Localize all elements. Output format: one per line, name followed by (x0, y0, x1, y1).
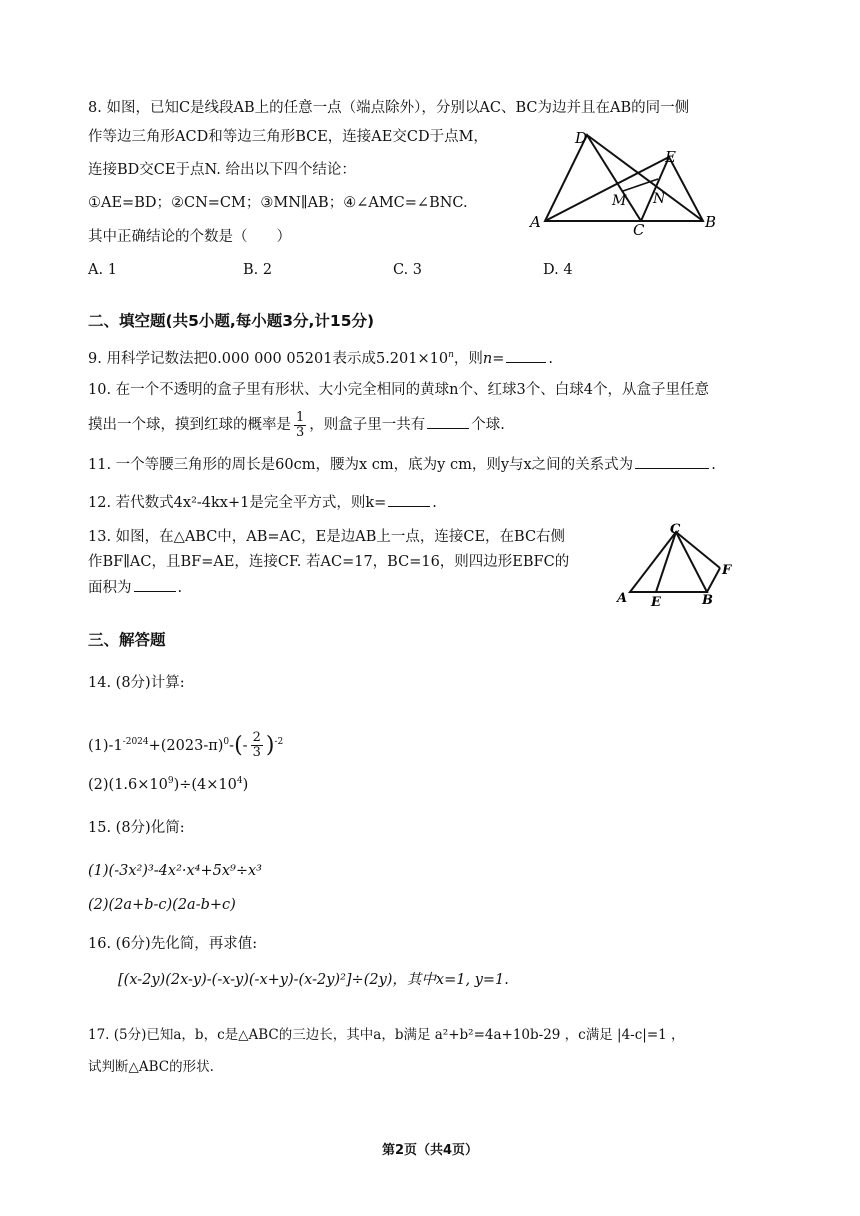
q8-line1: 8. 如图，已知C是线段AB上的任意一点（端点除外），分别以AC、BC为边并且在AB的同一侧 (88, 100, 690, 116)
q10-fraction (294, 411, 306, 440)
q9-exponent: n (448, 350, 454, 360)
q14-fraction (251, 731, 263, 760)
q12 (88, 492, 437, 513)
q16-expression: [(x-2y)(2x-y)-(-x-y)(-x+y)-(x-2y)²]÷(2y)，其中x=1, y=1. (118, 972, 509, 988)
q14-p2-exp1: 9 (167, 776, 174, 786)
q11 (88, 454, 716, 475)
q14-p1-b-exp: 0 (223, 737, 230, 747)
segment-bd (587, 135, 703, 221)
section-3-title: 三、解答题 (88, 631, 166, 649)
segment-ce (656, 532, 676, 592)
label-b: B (702, 593, 713, 608)
q14-frac-num: 2 (252, 730, 261, 746)
q8-line2: 作等边三角形ACD和等边三角形BCE，连接AE交CD于点M， (88, 129, 488, 145)
q8-line4: ①AE=BD；②CN=CM；③MN∥AB；④∠AMC=∠BNC. (88, 195, 468, 211)
q11-answer-blank[interactable] (635, 454, 709, 469)
q10-line2 (88, 407, 505, 443)
q15-part1: (1)(-3x²)³-4x²·x⁴+5x⁹÷x³ (88, 863, 262, 879)
q8-option-b: B. 2 (243, 262, 273, 278)
q14-p2-exp2: 4 (236, 776, 243, 786)
q13-end: . (177, 580, 183, 596)
q13-text: 面积为 (88, 580, 132, 596)
q13-line3 (88, 577, 182, 598)
q14-head: 14. (8分)计算: (88, 675, 185, 691)
q13-line1: 13. 如图，在△ABC中，AB=AC，E是边AB上一点，连接CE，在BC右侧 (88, 529, 566, 545)
q13-answer-blank[interactable] (134, 577, 176, 592)
q9 (88, 345, 553, 369)
q10-text2: ，则盒子里一共有 (309, 417, 426, 433)
q8-option-a: A. 1 (88, 262, 117, 278)
q14-paren-open: ( (234, 732, 243, 758)
label-m: M (612, 193, 627, 209)
q14-p1-a: -1 (108, 737, 123, 754)
q14-part2 (88, 771, 248, 795)
label-a: A (530, 213, 541, 231)
q10-end: 个球. (471, 417, 505, 433)
q8-figure (525, 125, 725, 237)
q12-answer-blank[interactable] (388, 492, 430, 507)
page-footer: 第2页（共4页） (381, 1143, 479, 1158)
label-c: C (633, 221, 645, 237)
q12-text: 12. 若代数式4x²-4kx+1是完全平方式，则k= (88, 495, 387, 511)
q14-p1-label: (1) (88, 737, 109, 754)
q15-head: 15. (8分)化简: (88, 820, 185, 836)
q11-text: 11. 一个等腰三角形的周长是60cm，腰为x cm，底为y cm，则y与x之间的关系式为 (88, 457, 634, 473)
label-f: F (722, 563, 732, 578)
q12-end: . (432, 495, 437, 511)
label-a: A (617, 591, 628, 606)
q14-part1: $(1)-1^{-2024}+(2023-\pi)^0-(-$ $\frac{2}{3}$ )$^{-2}$ (88, 730, 284, 761)
q9-end: . (548, 350, 553, 367)
q8-line5: 其中正确结论的个数是（ ） (88, 229, 291, 245)
q9-then: ，则 (453, 350, 483, 367)
q8-option-c: C. 3 (393, 262, 423, 278)
q9-answer-blank[interactable] (506, 348, 546, 363)
q14-p1-a-exp: -2024 (122, 737, 149, 747)
section-2-title: 二、填空题(共5小题,每小题3分,计15分) (88, 312, 375, 330)
q10-frac-den: 3 (296, 424, 305, 440)
q14-p2-mid: )÷(4×10 (173, 776, 237, 793)
q14-p1-c: - (229, 737, 235, 754)
q9-text: 9. 用科学记数法把0.000 000 05201表示成5.201×10 (88, 350, 449, 367)
q14-p2-a: (2)(1.6×10 (88, 776, 168, 793)
q17-line2: 试判断△ABC的形状. (88, 1059, 214, 1075)
q10-frac-num: 1 (296, 409, 305, 425)
q14-frac-den: 3 (252, 745, 261, 761)
q13-line2: 作BF∥AC，且BF=AE，连接CF. 若AC=17，BC=16，则四边形EBFC的 (88, 554, 570, 570)
q13-figure (610, 520, 740, 610)
q14-paren-close: ) (265, 732, 275, 758)
label-e: E (651, 595, 661, 610)
q10-answer-blank[interactable] (427, 414, 469, 429)
q16-head: 16. (6分)先化简，再求值: (88, 936, 258, 952)
segment-cf (676, 532, 720, 568)
q10-line1: 10. 在一个不透明的盒子里有形状、大小完全相同的黄球n个、红球3个、白球4个，从盒子里任意 (88, 382, 709, 398)
triangle-abc (630, 532, 707, 592)
q10-text: 摸出一个球，摸到红球的概率是 (88, 417, 291, 433)
q11-end: . (711, 457, 716, 473)
label-d: D (575, 129, 588, 147)
q9-var: n (482, 350, 493, 367)
q9-eq: = (492, 350, 505, 367)
q15-part2: (2)(2a+b-c)(2a-b+c) (88, 897, 236, 913)
label-n: N (653, 191, 666, 207)
q14-p1-c-exp: -2 (274, 737, 284, 747)
label-e: E (665, 148, 676, 166)
label-c: C (670, 522, 681, 537)
q8-option-d: D. 4 (543, 262, 573, 278)
label-b: B (705, 213, 717, 231)
q14-p2-end: ) (242, 776, 249, 793)
q8-options (88, 260, 688, 280)
segment-mn (623, 179, 658, 191)
q8-line3: 连接BD交CE于点N. 给出以下四个结论： (88, 162, 356, 178)
q17-line1: 17. (5分)已知a，b，c是△ABC的三边长，其中a，b满足 a²+b²=4a+10b-29 ，c满足 |4-c|=1 ， (88, 1027, 685, 1043)
segment-bf (707, 568, 720, 592)
q14-p1-b: +(2023-π) (148, 737, 224, 754)
